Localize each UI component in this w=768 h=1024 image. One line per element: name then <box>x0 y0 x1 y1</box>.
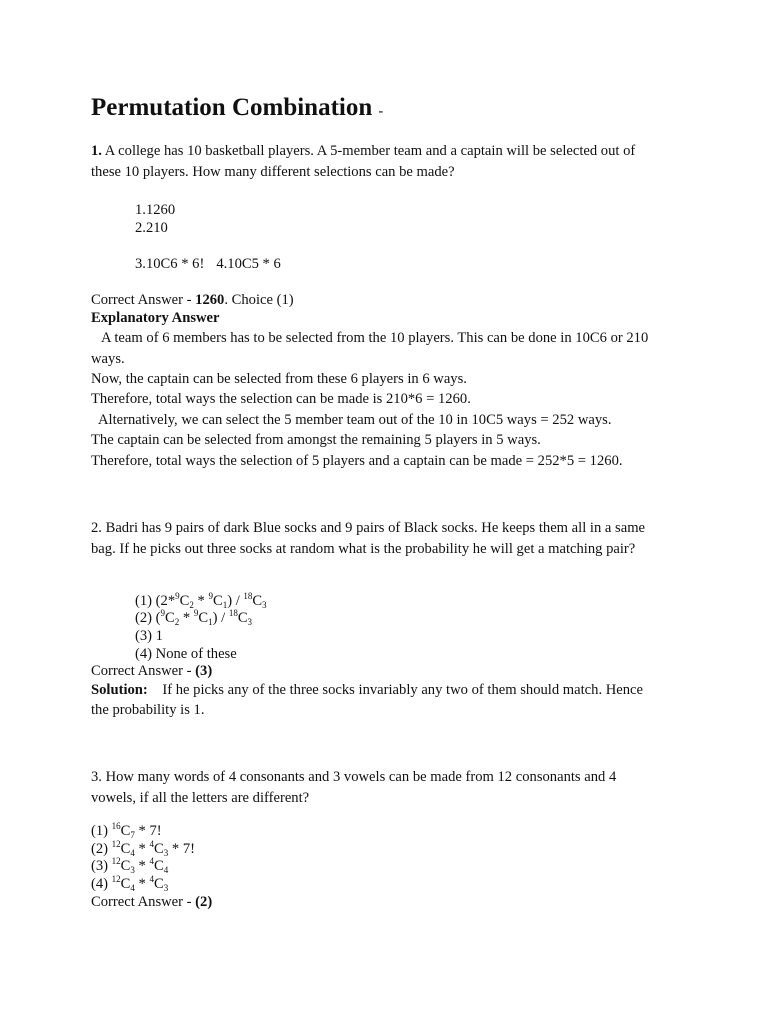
q3-correct-answer: Correct Answer - (2) <box>91 894 213 910</box>
q1-explanation-line: The captain can be selected from amongst the remaining 5 players in 5 ways. <box>91 432 541 448</box>
q1-correct-answer: Correct Answer - 1260. Choice (1) <box>91 292 294 308</box>
q1-explanation-heading: Explanatory Answer <box>91 310 220 326</box>
q1-explanation-line: ways. <box>91 351 125 367</box>
q3-option-1: (1) $^{16}C_7 * 7$! <box>91 821 162 840</box>
q1-explanation-line: Therefore, total ways the selection of 5 players and a captain can be made = 252*5 = 1260. <box>91 453 623 469</box>
q2-answer-value: (3) <box>195 663 213 679</box>
q1-explanation-line: A team of 6 members has to be selected from the 10 players. This can be done in 10C6 or 210 <box>101 330 649 346</box>
q1-explanation-line: Now, the captain can be selected from these 6 players in 6 ways. <box>91 371 467 387</box>
title-dash: - <box>378 104 384 119</box>
q2-option-3: (3) 1 <box>135 628 163 644</box>
q1-option-1: 1.1260 <box>135 202 176 218</box>
page-title: Permutation Combination - <box>91 94 384 121</box>
q2-option-2: (2) $(^9C_2 * ^9C_1) / ^{18}C_3$ <box>135 608 253 627</box>
q1-option-2: 2.210 <box>135 220 168 236</box>
q1-text-line-1: 1. A college has 10 basketball players. A 5-member team and a captain will be selected out of <box>91 143 636 159</box>
q2-correct-answer: Correct Answer - (3) <box>91 663 213 679</box>
q2-solution-label: Solution: <box>91 682 148 698</box>
q1-explanation-line: Alternatively, we can select the 5 member team out of the 10 in 10C5 ways = 252 ways. <box>98 412 612 428</box>
q3-option-4: (4) $^{12}C_4 * ^4C_3$ <box>91 874 169 893</box>
q3-text-line-2: vowels, if all the letters are different? <box>91 790 310 806</box>
q1-option-3-4: 3.10C6 * 6! 4.10C5 * 6 <box>135 256 281 272</box>
q2-solution-line-1: Solution: If he picks any of the three socks invariably any two of them should match. Hence <box>91 682 644 698</box>
q2-solution-line-2: the probability is 1. <box>91 702 205 718</box>
q1-answer-value: 1260 <box>195 292 225 308</box>
q3-option-2: (2) $^{12}C_4 * ^4C_3 * 7$! <box>91 839 195 858</box>
q3-answer-value: (2) <box>195 894 213 910</box>
q3-option-3: (3) $^{12}C_3 * ^4C_4$ <box>91 856 169 875</box>
q1-text-line-2: these 10 players. How many different selections can be made? <box>91 164 455 180</box>
q2-text-line-2: bag. If he picks out three socks at random what is the probability he will get a matching pair? <box>91 541 636 557</box>
q2-text-line-1: 2. Badri has 9 pairs of dark Blue socks and 9 pairs of Black socks. He keeps them all in a same <box>91 520 646 536</box>
q3-text-line-1: 3. How many words of 4 consonants and 3 vowels can be made from 12 consonants and 4 <box>91 769 617 785</box>
q1-explanation-line: Therefore, total ways the selection can be made is 210*6 = 1260. <box>91 391 471 407</box>
q2-option-4: (4) None of these <box>135 646 237 662</box>
q1-number: 1. <box>91 143 102 159</box>
q2-option-1: (1) $(2*^9C_2 * ^9C_1) / ^{18}C_3$ <box>135 591 267 610</box>
